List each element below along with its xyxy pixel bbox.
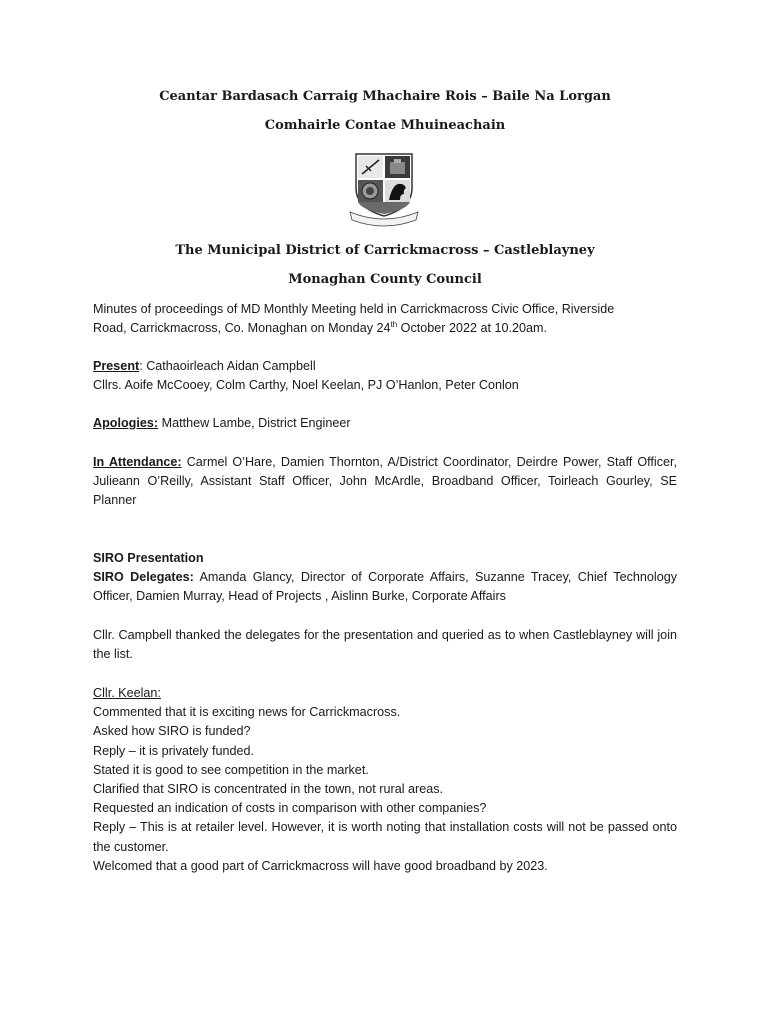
crest-icon: [348, 150, 420, 232]
intro-line-2-end: October 2022 at 10.20am.: [397, 321, 547, 336]
campbell-section: [93, 626, 677, 664]
keelan-line: Stated it is good to see competition in the market.: [93, 762, 369, 777]
keelan-welcomed: Welcomed that a good part of Carrickmacross will have good broadband by 2023.: [93, 858, 548, 873]
siro-delegates-value: Amanda Glancy, Director of Corporate Affairs, Suzanne Tracey, Chief Technology Officer, Damien Murray, Head of Projects , Aislinn Burke, Corporate Affairs: [93, 570, 677, 604]
keelan-line: Reply – it is privately funded.: [93, 743, 255, 758]
siro-section: [93, 549, 677, 607]
keelan-line: Clarified that SIRO is concentrated in the town, not rural areas.: [93, 782, 443, 797]
siro-delegates: [93, 568, 677, 606]
council-crest-logo: [348, 150, 420, 232]
present-line: [93, 357, 677, 376]
apologies-section: [93, 414, 677, 433]
present-value: : Cathaoirleach Aidan Campbell: [139, 359, 316, 373]
keelan-line: Commented that it is exciting news for Carrickmacross.: [93, 705, 401, 720]
intro-line-2: [93, 319, 677, 338]
keelan-line: Requested an indication of costs in comparison with other companies?: [93, 801, 487, 816]
attendance-label: In Attendance:: [93, 455, 182, 469]
title-english-council: Monaghan County Council: [288, 272, 482, 287]
title-irish-district: Ceantar Bardasach Carraig Mhachaire Rois – Baile Na Lorgan: [159, 89, 611, 104]
intro-line-1: Minutes of proceedings of MD Monthly Meeting held in Carrickmacross Civic Office, Riverside: [93, 302, 615, 316]
apologies-line: [93, 414, 677, 433]
date-ordinal: th: [390, 320, 398, 330]
intro-line-2-text: Road, Carrickmacross, Co. Monaghan on Monday 24: [93, 321, 391, 336]
campbell-paragraph: Cllr. Campbell thanked the delegates for the presentation and queried as to when Castleblayney will join the list.: [93, 628, 677, 662]
intro-paragraph: [93, 300, 677, 338]
keelan-heading: Cllr. Keelan:: [93, 686, 161, 700]
keelan-reply-costs: Reply – This is at retailer level. However, it is worth noting that installation costs will not be passed onto the customer.: [93, 820, 677, 854]
present-label: Present: [93, 359, 140, 373]
siro-heading: SIRO Presentation: [93, 551, 204, 565]
apologies-label: Apologies:: [93, 416, 159, 430]
keelan-section: [93, 684, 677, 876]
present-cllrs: Cllrs. Aoife McCooey, Colm Carthy, Noel Keelan, PJ O’Hanlon, Peter Conlon: [93, 378, 519, 393]
attendance-paragraph: [93, 453, 677, 511]
attendance-section: [93, 453, 677, 511]
present-section: [93, 357, 677, 395]
keelan-line: Asked how SIRO is funded?: [93, 724, 251, 739]
title-irish-council: Comhairle Contae Mhuineachain: [264, 118, 506, 133]
apologies-value: Matthew Lambe, District Engineer: [158, 416, 351, 430]
attendance-value: Carmel O’Hare, Damien Thornton, A/District Coordinator, Deirdre Power, Staff Officer, Julieann O’Reilly, Assistant Staff Officer, John McArdle, Broadband Officer, Toirleach Gourley, SE Planner: [93, 455, 677, 508]
siro-delegates-label: SIRO Delegates:: [93, 570, 194, 585]
title-english-district: The Municipal District of Carrickmacross – Castleblayney: [175, 243, 595, 258]
